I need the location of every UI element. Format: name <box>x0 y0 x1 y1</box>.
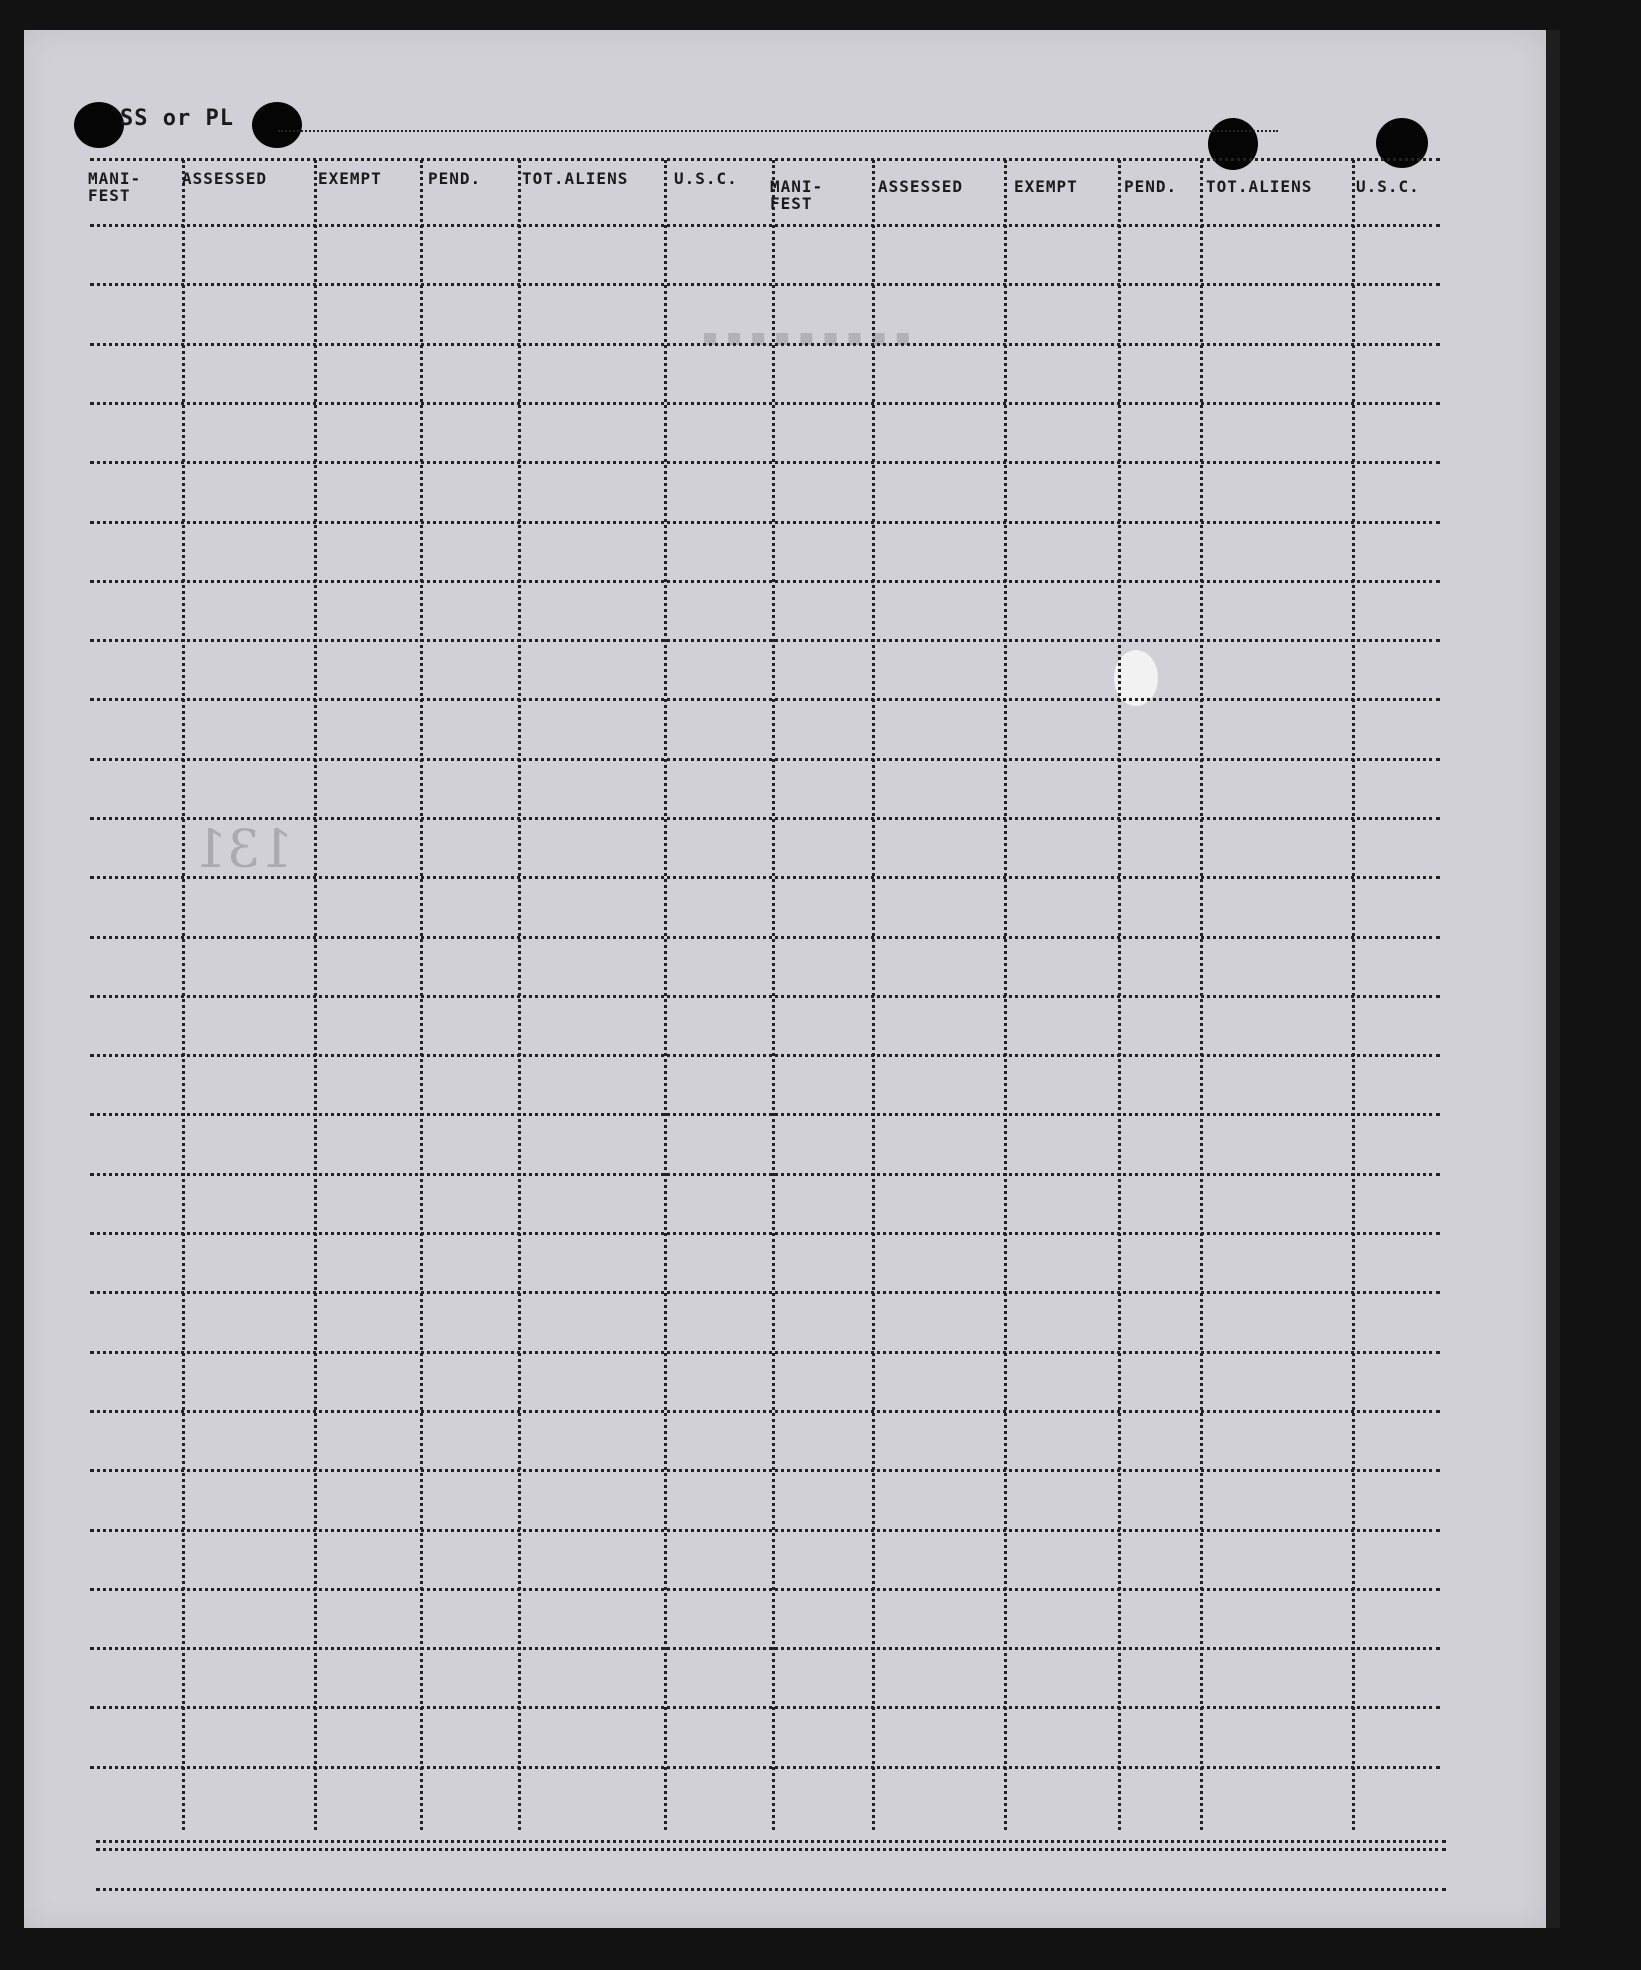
header-ss-or-pl: SS or PL <box>120 106 234 131</box>
column-header-left-2: ASSESSED <box>182 169 268 188</box>
grid-row-line <box>90 1588 1440 1591</box>
grid-row-line <box>90 1351 1440 1354</box>
column-header-right-2: ASSESSED <box>878 177 964 196</box>
header-fill-line <box>278 130 1278 132</box>
grid-row-line <box>90 343 1440 346</box>
grid-row-line <box>90 936 1440 939</box>
bleed-through-text: ■ ■ ■ ■ ■ ■ ■ ■ ■ <box>704 325 933 349</box>
punch-hole-right-1 <box>1208 118 1258 170</box>
grid-row-line <box>90 461 1440 464</box>
grid-row-line <box>90 698 1440 701</box>
scan-edge <box>1546 30 1560 1928</box>
punch-hole-mid <box>252 102 302 148</box>
grid-row-line <box>90 1054 1440 1057</box>
column-header-right-3: EXEMPT <box>1014 177 1078 196</box>
grid-row-line <box>90 817 1440 820</box>
grid-footer-line <box>96 1848 1446 1851</box>
grid-row-line <box>90 639 1440 642</box>
grid-footer-line <box>96 1840 1446 1843</box>
grid-row-line <box>90 1469 1440 1472</box>
grid-row-line <box>90 224 1440 227</box>
column-header-left-1: MANI- FEST <box>88 169 142 205</box>
grid-row-line <box>90 521 1440 524</box>
column-header-right-1: MANI- FEST <box>770 177 824 213</box>
grid-row-line <box>90 1647 1440 1650</box>
grid-row-line <box>90 580 1440 583</box>
grid-row-line <box>90 758 1440 761</box>
column-header-left-5: TOT.ALIENS <box>522 169 629 188</box>
form-sheet <box>24 30 1546 1928</box>
grid-row-line <box>90 1410 1440 1413</box>
grid-row-line <box>90 1766 1440 1769</box>
grid-row-line <box>90 995 1440 998</box>
column-header-right-5: TOT.ALIENS <box>1206 177 1313 196</box>
column-header-left-6: U.S.C. <box>674 169 738 188</box>
grid-row-line <box>90 1232 1440 1235</box>
column-header-left-4: PEND. <box>428 169 482 188</box>
grid-footer-line <box>96 1888 1446 1891</box>
grid-row-line <box>90 1706 1440 1709</box>
column-header-right-4: PEND. <box>1124 177 1178 196</box>
grid-row-line <box>90 876 1440 879</box>
grid-row-line <box>90 283 1440 286</box>
grid-row-line <box>90 1291 1440 1294</box>
column-header-right-6: U.S.C. <box>1356 177 1420 196</box>
column-header-left-3: EXEMPT <box>318 169 382 188</box>
punch-hole-left <box>74 102 124 148</box>
grid-row-line <box>90 1173 1440 1176</box>
grid-row-line <box>90 402 1440 405</box>
grid-row-line <box>90 1113 1440 1116</box>
bleed-through-number: 131 <box>194 820 294 880</box>
grid-row-line <box>90 158 1440 161</box>
grid-row-line <box>90 1529 1440 1532</box>
